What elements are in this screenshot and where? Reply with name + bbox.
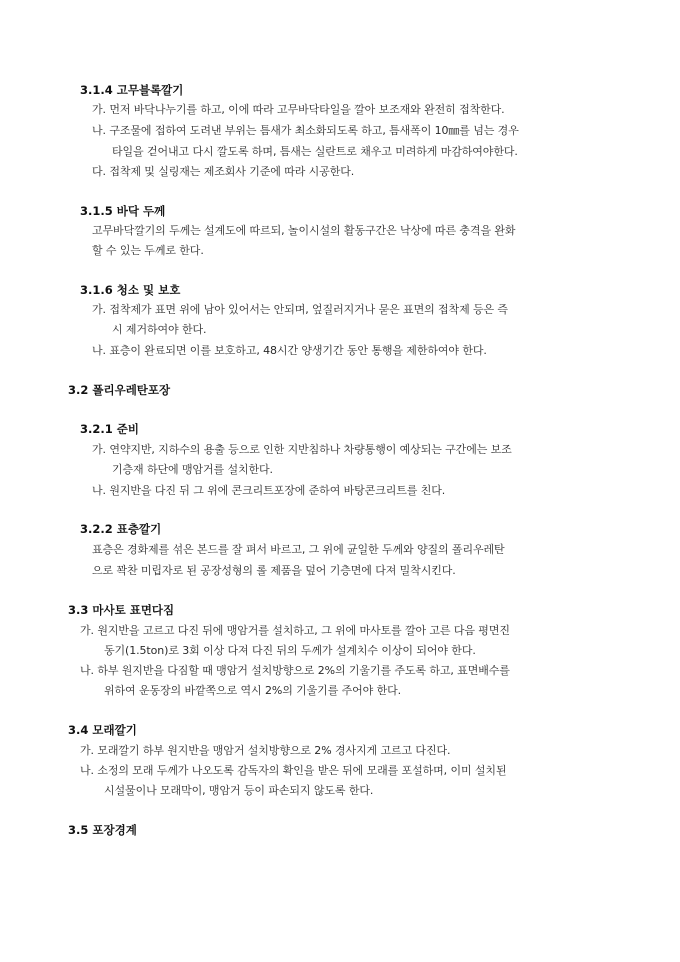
section-3-1-4-item-c: 다. 접착제 및 실링재는 제조회사 기준에 따라 시공한다. (92, 165, 355, 178)
section-3-4-item-a: 가. 모래깔기 하부 원지반을 맹암거 설치방향으로 2% 경사지게 고르고 다진다. (80, 744, 451, 757)
section-3-3-heading: 3.3 마사토 표면다짐 (68, 603, 175, 617)
section-3-2-1-item-a-line2: 기층재 하단에 맹암거를 설치한다. (112, 463, 273, 476)
section-3-2-1-item-b: 나. 원지반을 다진 뒤 그 위에 콘크리트포장에 준하여 바탕콘크리트를 친다. (92, 484, 446, 497)
section-3-2-2-heading: 3.2.2 표층깔기 (80, 522, 162, 536)
section-3-3-item-b-line2: 위하여 운동장의 바깥쪽으로 역시 2%의 기울기를 주어야 한다. (104, 684, 402, 697)
section-3-1-5-para-line2: 할 수 있는 두께로 한다. (92, 244, 204, 257)
section-3-1-6-item-b: 나. 표층이 완료되면 이를 보호하고, 48시간 양생기간 동안 통행을 제한하여야 한다. (92, 344, 487, 357)
section-3-2-1-heading: 3.2.1 준비 (80, 422, 139, 436)
section-3-1-6-item-a-line1: 가. 접착제가 표면 위에 남아 있어서는 안되며, 엎질러지거나 묻은 표면의 접착제 등은 즉 (92, 303, 508, 316)
section-3-3-item-b-line1: 나. 하부 원지반을 다짐할 때 맹암거 설치방향으로 2%의 기울기를 주도록 하고, 표면배수를 (80, 664, 510, 677)
section-3-1-4-item-b-line2: 타일을 걷어내고 다시 깔도록 하며, 틈새는 실란트로 채우고 미려하게 마감하여야한다. (112, 145, 518, 158)
section-3-1-5-para-line1: 고무바닥깔기의 두께는 설계도에 따르되, 놀이시설의 활동구간은 낙상에 따른 충격을 완화 (92, 224, 516, 237)
section-3-4-heading: 3.4 모래깔기 (68, 723, 137, 737)
section-3-2-2-para-line2: 으로 꽉찬 미립자로 된 공장성형의 롤 제품을 덮어 기층면에 다져 밀착시킨다. (92, 564, 456, 577)
section-3-1-6-heading: 3.1.6 청소 및 보호 (80, 283, 181, 297)
section-3-4-item-b-line1: 나. 소정의 모래 두께가 나오도록 감독자의 확인을 받은 뒤에 모래를 포설하며, 이미 설치된 (80, 764, 507, 777)
section-3-1-4-heading: 3.1.4 고무블록깔기 (80, 83, 184, 97)
section-3-4-item-b-line2: 시설물이나 모래막이, 맹암거 등이 파손되지 않도록 한다. (104, 784, 374, 797)
section-3-1-5-heading: 3.1.5 바닥 두께 (80, 204, 166, 218)
section-3-1-4-item-a: 가. 먼저 바닥나누기를 하고, 이에 따라 고무바닥타일을 깔아 보조재와 완전히 접착한다. (92, 103, 505, 116)
section-3-1-4-item-b-line1: 나. 구조물에 접하여 도려낸 부위는 틈새가 최소화되도록 하고, 틈새폭이 10㎜를 넘는 경우 (92, 124, 519, 137)
section-3-2-heading: 3.2 폴리우레탄포장 (68, 383, 171, 397)
section-3-2-2-para-line1: 표층은 경화제를 섞은 본드를 잘 펴서 바르고, 그 위에 균일한 두께와 양질의 폴리우레탄 (92, 543, 505, 556)
section-3-3-item-a-line2: 동기(1.5ton)로 3회 이상 다져 다진 뒤의 두께가 설계치수 이상이 되어야 한다. (104, 644, 476, 657)
section-3-2-1-item-a-line1: 가. 연약지반, 지하수의 용출 등으로 인한 지반침하나 차량통행이 예상되는 구간에는 보조 (92, 443, 512, 456)
section-3-5-heading: 3.5 포장경계 (68, 823, 137, 837)
section-3-1-6-item-a-line2: 시 제거하여야 한다. (112, 323, 207, 336)
section-3-3-item-a-line1: 가. 원지반을 고르고 다진 뒤에 맹암거를 설치하고, 그 위에 마사토를 깔아 고른 다음 평면진 (80, 624, 510, 637)
